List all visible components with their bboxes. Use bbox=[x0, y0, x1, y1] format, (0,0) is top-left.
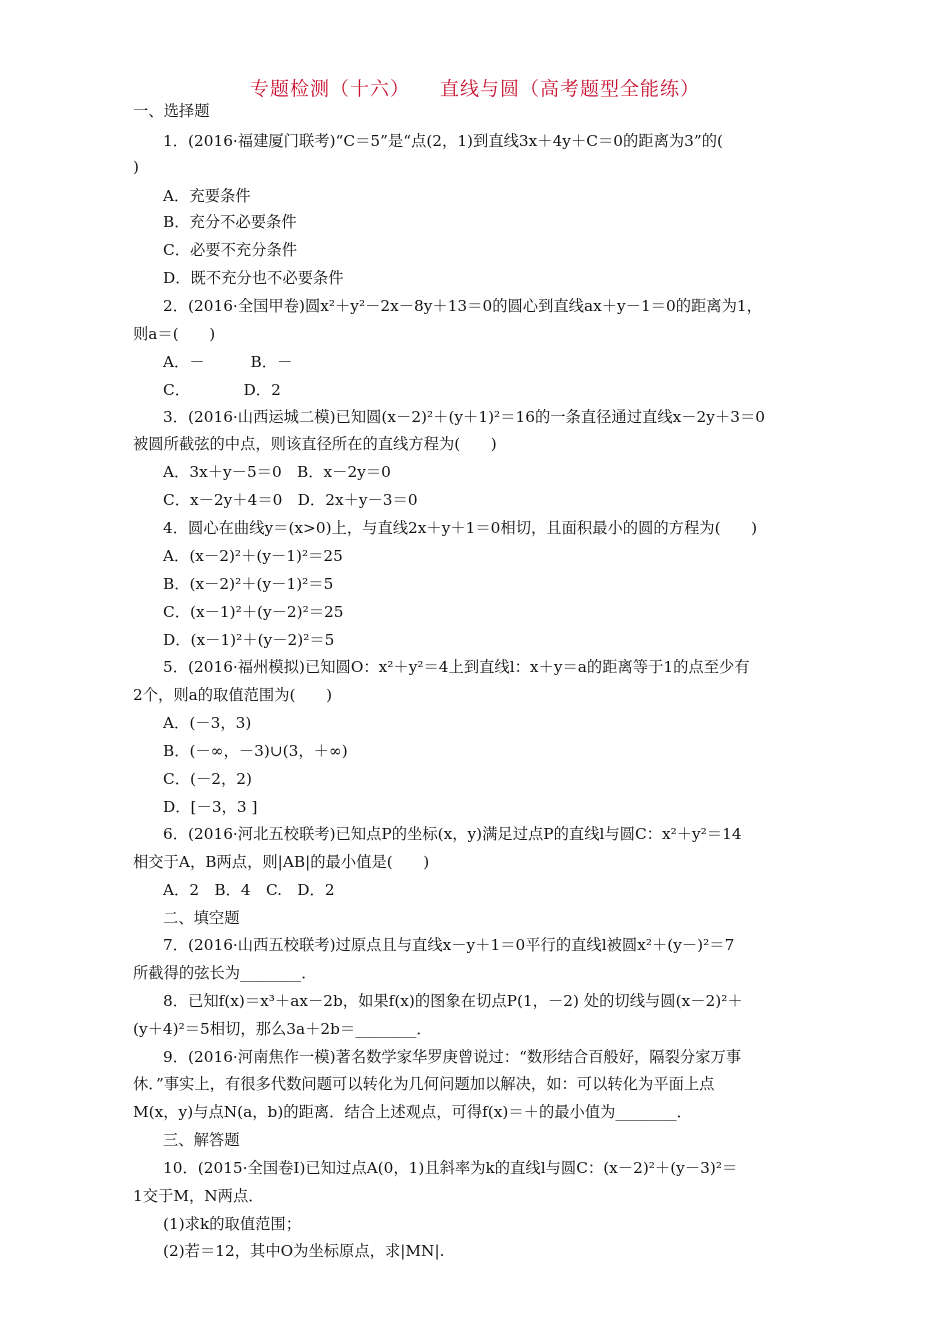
question-5-option-a: A．(－3，3) bbox=[163, 714, 252, 732]
question-3-stem: 3．(2016·山西运城二模)已知圆(x－2)²＋(y＋1)²＝16的一条直径通过直线x－2y＋3＝0 bbox=[163, 408, 765, 426]
question-2-stem: 2．(2016·全国甲卷)圆x²＋y²－2x－8y＋13＝0的圆心到直线ax＋y－1＝0的距离为1， bbox=[163, 297, 762, 315]
page-title bbox=[0, 74, 950, 101]
section-heading-fill: 二、填空题 bbox=[163, 909, 240, 927]
question-2-stem-cont: 则a＝( ) bbox=[133, 325, 216, 343]
question-10-stem-cont: 1交于M，N两点． bbox=[133, 1187, 264, 1205]
question-5-option-b: B．(－∞，－3)∪(3，＋∞) bbox=[163, 742, 348, 760]
question-1-option-b: B．充分不必要条件 bbox=[163, 213, 297, 231]
question-6-stem: 6．(2016·河北五校联考)已知点P的坐标(x，y)满足过点P的直线l与圆C：x²＋y²＝14 bbox=[163, 825, 742, 843]
title-main: 专题检测（十六） bbox=[249, 78, 410, 100]
question-4-option-a: A．(x－2)²＋(y－1)²＝25 bbox=[163, 547, 343, 565]
question-4-option-b: B．(x－2)²＋(y－1)²＝5 bbox=[163, 575, 334, 593]
question-4-stem: 4．圆心在曲线y＝(x>0)上，与直线2x＋y＋1＝0相切，且面积最小的圆的方程为( ) bbox=[163, 519, 758, 537]
question-7-stem: 7．(2016·山西五校联考)过原点且与直线x－y＋1＝0平行的直线l被圆x²＋(y－)²＝7 bbox=[163, 936, 735, 954]
question-10-stem: 10．(2015·全国卷Ⅰ)已知过点A(0，1)且斜率为k的直线l与圆C：(x－2)²＋(y－3)²＝ bbox=[163, 1159, 738, 1177]
section-heading-choice: 一、选择题 bbox=[133, 102, 210, 120]
question-1-option-a: A．充要条件 bbox=[163, 187, 251, 205]
question-5-option-d: D．[－3，3 ] bbox=[163, 798, 258, 816]
question-9-stem: 9．(2016·河南焦作一模)著名数学家华罗庚曾说过：“数形结合百般好，隔裂分家万事 bbox=[163, 1048, 742, 1066]
question-1-option-d: D．既不充分也不必要条件 bbox=[163, 269, 344, 287]
question-3-stem-cont: 被圆所截弦的中点，则该直径所在的直线方程为( ) bbox=[133, 435, 497, 453]
question-5-option-c: C．(－2，2) bbox=[163, 770, 252, 788]
question-8-stem: 8．已知f(x)＝x³＋ax－2b，如果f(x)的图象在切点P(1，－2) 处的切线与圆(x－2)²＋ bbox=[163, 992, 743, 1010]
question-2-options-cd: C． D．2 bbox=[163, 381, 281, 399]
question-6-options: A．2 B．4 C. D．2 bbox=[163, 881, 335, 899]
question-4-option-d: D．(x－1)²＋(y－2)²＝5 bbox=[163, 631, 335, 649]
question-4-option-c: C．(x－1)²＋(y－2)²＝25 bbox=[163, 603, 344, 621]
question-3-options-ab: A．3x＋y－5＝0 B．x－2y＝0 bbox=[163, 463, 391, 481]
question-7-stem-cont: 所截得的弦长为________． bbox=[133, 964, 317, 982]
title-sub: 直线与圆（高考题型全能练） bbox=[440, 78, 701, 100]
section-heading-solve: 三、解答题 bbox=[163, 1131, 240, 1149]
question-9-stem-cont2: M(x，y)与点N(a，b)的距离．结合上述观点，可得f(x)＝＋的最小值为________． bbox=[133, 1103, 692, 1121]
question-1-stem: 1．(2016·福建厦门联考)“C＝5”是“点(2，1)到直线3x＋4y＋C＝0的距离为3”的( bbox=[163, 132, 723, 150]
question-10-part-2: (2)若＝12，其中O为坐标原点，求|MN|. bbox=[163, 1242, 445, 1260]
question-6-stem-cont: 相交于A，B两点，则|AB|的最小值是( ) bbox=[133, 853, 430, 871]
question-1-option-c: C．必要不充分条件 bbox=[163, 241, 298, 259]
question-8-stem-cont: (y＋4)²＝5相切，那么3a＋2b＝________． bbox=[133, 1020, 432, 1038]
question-5-stem-cont: 2个，则a的取值范围为( ) bbox=[133, 686, 333, 704]
question-3-options-cd: C．x－2y＋4＝0 D．2x＋y－3＝0 bbox=[163, 491, 418, 509]
question-5-stem: 5．(2016·福州模拟)已知圆O：x²＋y²＝4上到直线l：x＋y＝a的距离等于1的点至少有 bbox=[163, 658, 750, 676]
question-10-part-1: (1)求k的取值范围； bbox=[163, 1215, 302, 1233]
question-9-stem-cont: 休．”事实上，有很多代数问题可以转化为几何问题加以解决，如：可以转化为平面上点 bbox=[133, 1075, 715, 1093]
question-1-stem-cont: ) bbox=[133, 158, 139, 176]
question-2-options-ab: A．－ B．－ bbox=[163, 353, 293, 371]
